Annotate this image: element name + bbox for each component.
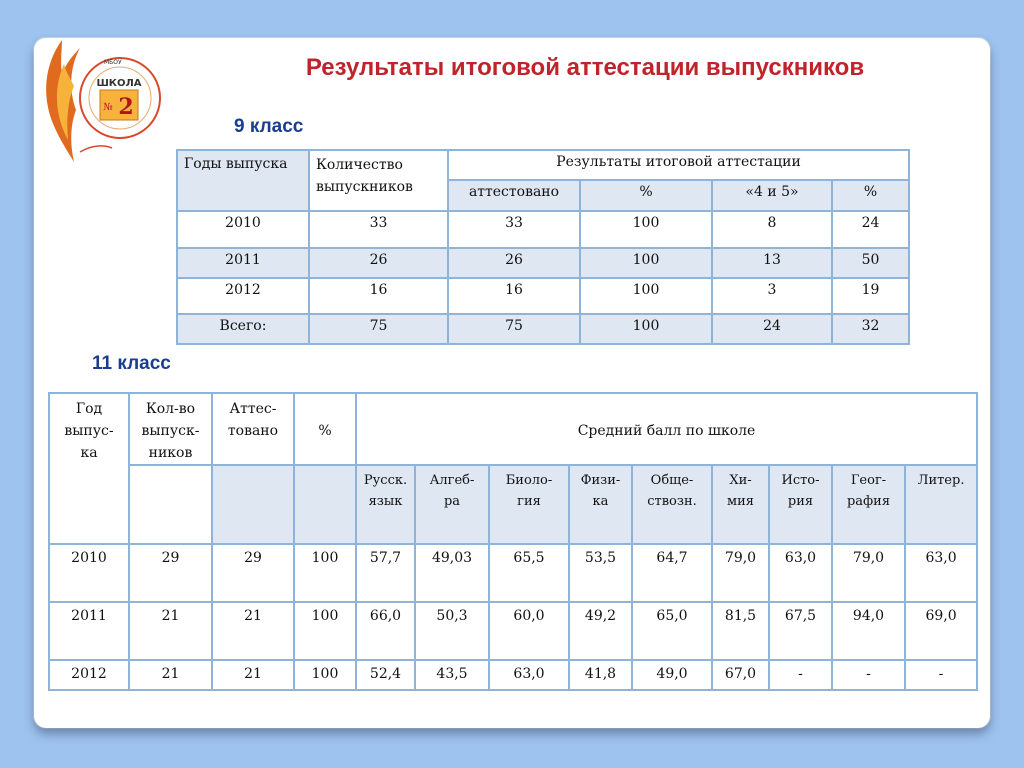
g9-cell: 2010	[177, 211, 309, 248]
g11-header-count: Кол-во выпуск-ников	[129, 393, 212, 465]
g9-header-pct: %	[580, 180, 712, 211]
g9-cell: 16	[309, 278, 448, 314]
g11-header-certified: Аттес-товано	[212, 393, 294, 465]
school-logo	[40, 34, 162, 164]
g11-header-avg: Средний балл по школе	[356, 393, 977, 465]
g9-cell: 50	[832, 248, 909, 278]
g11-subject: Исто-рия	[769, 465, 832, 544]
g11-cell: 100	[294, 660, 356, 690]
g9-cell: 33	[448, 211, 580, 248]
g9-header-years: Годы выпуска	[177, 150, 309, 211]
g11-cell: 81,5	[712, 602, 769, 660]
g11-cell: 67,0	[712, 660, 769, 690]
logo-num-sign: №	[103, 102, 113, 113]
g11-header-pct: %	[294, 393, 356, 465]
table-row	[177, 211, 909, 248]
g9-cell: 75	[448, 314, 580, 344]
g9-header-four-five: «4 и 5»	[712, 180, 832, 211]
g9-cell: 19	[832, 278, 909, 314]
g11-cell: 65,0	[632, 602, 712, 660]
g11-cell: 21	[212, 660, 294, 690]
g9-cell: 100	[580, 278, 712, 314]
g11-cell: 69,0	[905, 602, 977, 660]
g11-header-year: Год выпус-ка	[49, 393, 129, 544]
g11-subject: Алгеб-ра	[415, 465, 489, 544]
g11-cell: 66,0	[356, 602, 415, 660]
table-row	[49, 602, 977, 660]
g9-cell: 100	[580, 211, 712, 248]
g9-cell: 24	[712, 314, 832, 344]
g11-cell: 2010	[49, 544, 129, 602]
g11-cell: 50,3	[415, 602, 489, 660]
g11-cell: 2012	[49, 660, 129, 690]
g11-subject: Обще-ствозн.	[632, 465, 712, 544]
g11-cell: -	[769, 660, 832, 690]
g11-cell: 57,7	[356, 544, 415, 602]
grade9-table	[176, 149, 910, 345]
g11-cell: 41,8	[569, 660, 632, 690]
g11-cell: 49,2	[569, 602, 632, 660]
g9-cell: 24	[832, 211, 909, 248]
g11-cell: 100	[294, 602, 356, 660]
g9-header-pct2: %	[832, 180, 909, 211]
g11-cell: 65,5	[489, 544, 569, 602]
g11-cell: 94,0	[832, 602, 905, 660]
g11-cell: 100	[294, 544, 356, 602]
g11-cell: 53,5	[569, 544, 632, 602]
g9-cell: 100	[580, 314, 712, 344]
g11-header-blank	[129, 465, 212, 544]
g11-cell: 43,5	[415, 660, 489, 690]
g11-cell: 21	[212, 602, 294, 660]
g11-subject: Литер.	[905, 465, 977, 544]
g9-cell: 8	[712, 211, 832, 248]
g11-cell: 49,0	[632, 660, 712, 690]
g11-subject: Физи-ка	[569, 465, 632, 544]
g9-cell: 75	[309, 314, 448, 344]
g9-cell: 2012	[177, 278, 309, 314]
grade11-heading: 11 класс	[92, 353, 171, 374]
g11-subject: Биоло-гия	[489, 465, 569, 544]
logo-school-text: ШКОЛА	[96, 78, 142, 89]
g11-cell: 49,03	[415, 544, 489, 602]
g9-cell: 33	[309, 211, 448, 248]
table-row-total	[177, 314, 909, 344]
g9-cell: 32	[832, 314, 909, 344]
g11-cell: 21	[129, 602, 212, 660]
g11-cell: 60,0	[489, 602, 569, 660]
g9-cell: 100	[580, 248, 712, 278]
logo-number: 2	[118, 94, 134, 120]
g11-subject: Хи-мия	[712, 465, 769, 544]
table-row	[177, 248, 909, 278]
g11-cell: -	[905, 660, 977, 690]
g9-header-count: Количество выпускников	[309, 150, 448, 211]
g9-cell: 2011	[177, 248, 309, 278]
g9-cell: 26	[448, 248, 580, 278]
g9-cell: Всего:	[177, 314, 309, 344]
g9-header-certified: аттестовано	[448, 180, 580, 211]
grade11-table	[48, 392, 978, 691]
g11-cell: 79,0	[832, 544, 905, 602]
g11-cell: -	[832, 660, 905, 690]
g11-subject: Геог-рафия	[832, 465, 905, 544]
g11-cell: 21	[129, 660, 212, 690]
table-row	[49, 660, 977, 690]
g11-cell: 2011	[49, 602, 129, 660]
table-row	[177, 278, 909, 314]
g11-cell: 29	[129, 544, 212, 602]
logo-top-text: МБОУ	[104, 59, 122, 66]
g11-cell: 63,0	[769, 544, 832, 602]
g11-cell: 67,5	[769, 602, 832, 660]
g11-cell: 29	[212, 544, 294, 602]
grade9-heading: 9 класс	[234, 116, 304, 137]
g11-cell: 52,4	[356, 660, 415, 690]
g9-header-results: Результаты итоговой аттестации	[448, 150, 909, 180]
g11-subject: Русск. язык	[356, 465, 415, 544]
page-title: Результаты итоговой аттестации выпускников	[305, 54, 865, 81]
g9-cell: 26	[309, 248, 448, 278]
g11-cell: 63,0	[489, 660, 569, 690]
g11-header-blank	[212, 465, 294, 544]
g11-cell: 79,0	[712, 544, 769, 602]
table-row	[49, 544, 977, 602]
g11-cell: 64,7	[632, 544, 712, 602]
g9-cell: 3	[712, 278, 832, 314]
g9-cell: 13	[712, 248, 832, 278]
g11-cell: 63,0	[905, 544, 977, 602]
g11-header-blank	[294, 465, 356, 544]
g9-cell: 16	[448, 278, 580, 314]
